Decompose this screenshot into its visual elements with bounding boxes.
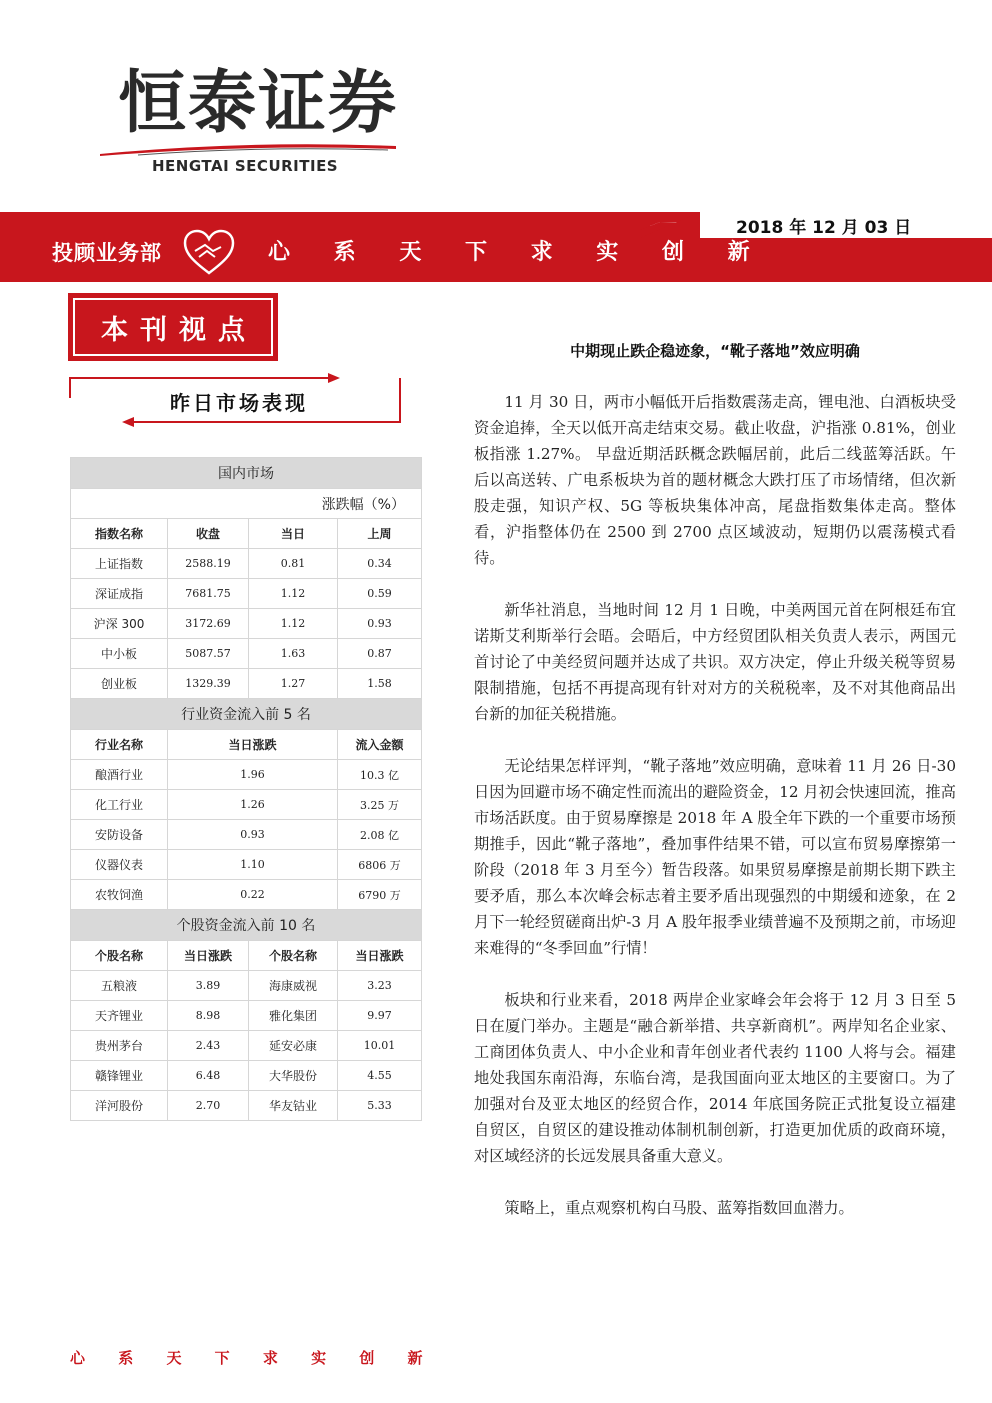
industry-inflow: 6790 万 — [338, 880, 422, 910]
table-row — [71, 820, 422, 850]
index-close: 1329.39 — [168, 669, 249, 699]
stock-change: 3.23 — [338, 971, 422, 1001]
table-row — [71, 760, 422, 790]
stock-change: 6.48 — [168, 1061, 249, 1091]
market-section-title: 昨日市场表现 — [170, 391, 308, 415]
index-close: 2588.19 — [168, 549, 249, 579]
stock-name: 五粮液 — [71, 971, 168, 1001]
table-row — [71, 609, 422, 639]
article-paragraph: 策略上，重点观察机构白马股、蓝筹指数回血潜力。 — [504, 1199, 854, 1217]
industry-inflow: 10.3 亿 — [338, 760, 422, 790]
change-unit-label: 涨跌幅（%） — [71, 489, 422, 519]
table-row — [71, 1091, 422, 1121]
table-header-cell: 上周 — [338, 519, 422, 549]
header-slogan: 心 系 天 下 求 实 创 新 — [268, 240, 759, 265]
index-close: 7681.75 — [168, 579, 249, 609]
table-header-cell: 行业名称 — [71, 730, 168, 760]
stock-name: 洋河股份 — [71, 1091, 168, 1121]
department-name: 投顾业务部 — [52, 241, 162, 265]
table-header-cell: 流入金额 — [338, 730, 422, 760]
industry-inflow: 3.25 万 — [338, 790, 422, 820]
company-logo-text: 恒泰证券 — [118, 64, 399, 143]
index-name: 创业板 — [71, 669, 168, 699]
table-header-cell: 收盘 — [168, 519, 249, 549]
industry-name: 化工行业 — [71, 790, 168, 820]
table-row — [71, 850, 422, 880]
index-day-change: 1.27 — [249, 669, 338, 699]
industry-inflow: 6806 万 — [338, 850, 422, 880]
stock-name: 华友钴业 — [249, 1091, 338, 1121]
table-row — [71, 971, 422, 1001]
industry-change: 0.93 — [168, 820, 338, 850]
index-close: 3172.69 — [168, 609, 249, 639]
index-name: 沪深 300 — [71, 609, 168, 639]
article-body — [474, 389, 956, 1247]
stock-name: 雅化集团 — [249, 1001, 338, 1031]
table-row — [71, 1001, 422, 1031]
stock-name: 海康威视 — [249, 971, 338, 1001]
stock-change: 4.55 — [338, 1061, 422, 1091]
table-header-cell: 当日涨跌 — [168, 730, 338, 760]
stock-change: 5.33 — [338, 1091, 422, 1121]
article-paragraph: 11 月 30 日，两市小幅低开后指数震荡走高，锂电池、白酒板块受资金追捧，全天以低开高走结束交易。截止收盘，沪指涨 0.81%，创业板指涨 1.27%。 早盘近期活跃概念跌幅居前，此后二线蓝筹活跃。午后以高送转、广电系板块为首的题材概念大跌打压了市场情绪，但次新股走强，知识产权、5G 等板块集体冲高，尾盘指数集体走高。整体看，沪指整体仍在 2500 到 2700 点区域波动，短期仍以震荡模式看待。 — [474, 393, 956, 567]
view-section-label — [68, 293, 278, 361]
industry-change: 0.22 — [168, 880, 338, 910]
table-header-cell: 当日 — [249, 519, 338, 549]
index-name: 上证指数 — [71, 549, 168, 579]
stock-change: 3.89 — [168, 971, 249, 1001]
table-header-row — [71, 941, 422, 971]
table-row — [71, 1061, 422, 1091]
industry-change: 1.96 — [168, 760, 338, 790]
table-row — [71, 790, 422, 820]
table-row — [71, 639, 422, 669]
heart-handshake-icon — [183, 229, 235, 277]
article-title: 中期现止跌企稳迹象，“靴子落地”效应明确 — [570, 342, 860, 360]
stock-name: 延安必康 — [249, 1031, 338, 1061]
table-row — [71, 1031, 422, 1061]
article-paragraph: 无论结果怎样评判，“靴子落地”效应明确，意味着 11 月 26 日-30 日因为回避市场不确定性而流出的避险资金，12 月初会快速回流，推高市场活跃度。由于贸易摩擦是 2018 年 A 股全年下跌的一个重要市场预期推手，因此“靴子落地”，叠加事件结果不错，可以宣布贸易摩擦第一阶段（2018 年 3 月至今）暂告段落。如果贸易摩擦是前期长期下跌主要矛盾，那么本次峰会标志着主要矛盾出现强烈的中期缓和迹象，在 2 月下一轮经贸磋商出炉-3 月 A 股年报季业绩普遍不及预期之前，市场迎来难得的“冬季回血”行情！ — [474, 757, 956, 957]
article-paragraph: 新华社消息，当地时间 12 月 1 日晚，中美两国元首在阿根廷布宜诺斯艾利斯举行会晤。会晤后，中方经贸团队相关负责人表示，两国元首讨论了中美经贸问题并达成了共识。双方决定，停止升级关税等贸易限制措施，包括不再提高现有针对对方的关税税率，及不对其他商品出台新的加征关税措施。 — [474, 601, 956, 723]
table-header-row — [71, 519, 422, 549]
stock-name: 贵州茅台 — [71, 1031, 168, 1061]
table-row — [71, 880, 422, 910]
table-row — [71, 579, 422, 609]
footer-slogan: 心 系 天 下 求 实 创 新 — [70, 1349, 427, 1367]
stock-change: 8.98 — [168, 1001, 249, 1031]
table-header-cell: 个股名称 — [249, 941, 338, 971]
report-date: 2018 年 12 月 03 日 — [736, 218, 912, 238]
stock-name: 天齐锂业 — [71, 1001, 168, 1031]
index-week-change: 0.87 — [338, 639, 422, 669]
index-close: 5087.57 — [168, 639, 249, 669]
index-week-change: 0.59 — [338, 579, 422, 609]
table-header-cell: 指数名称 — [71, 519, 168, 549]
index-name: 深证成指 — [71, 579, 168, 609]
index-day-change: 1.63 — [249, 639, 338, 669]
stock-change: 9.97 — [338, 1001, 422, 1031]
industry-name: 安防设备 — [71, 820, 168, 850]
table-header-cell: 当日涨跌 — [168, 941, 249, 971]
industry-name: 农牧饲渔 — [71, 880, 168, 910]
industry-change: 1.26 — [168, 790, 338, 820]
stock-change: 2.70 — [168, 1091, 249, 1121]
index-week-change: 0.34 — [338, 549, 422, 579]
index-day-change: 0.81 — [249, 549, 338, 579]
table-header-row — [71, 730, 422, 760]
stock-change: 10.01 — [338, 1031, 422, 1061]
industry-inflow-title: 行业资金流入前 5 名 — [71, 699, 422, 730]
company-logo-english: HENGTAI SECURITIES — [152, 157, 339, 175]
industry-change: 1.10 — [168, 850, 338, 880]
index-week-change: 0.93 — [338, 609, 422, 639]
stock-name: 赣锋锂业 — [71, 1061, 168, 1091]
table-header-cell: 当日涨跌 — [338, 941, 422, 971]
industry-name: 酿酒行业 — [71, 760, 168, 790]
index-day-change: 1.12 — [249, 579, 338, 609]
table-row — [71, 549, 422, 579]
stock-change: 2.43 — [168, 1031, 249, 1061]
view-section-text: 本刊视点 — [101, 314, 257, 346]
index-day-change: 1.12 — [249, 609, 338, 639]
domestic-market-title: 国内市场 — [71, 458, 422, 489]
table-row — [71, 669, 422, 699]
article-paragraph: 板块和行业来看，2018 两岸企业家峰会年会将于 12 月 3 日至 5 日在厦门举办。主题是“融合新举措、共享新商机”。两岸知名企业家、工商团体负责人、中小企业和青年创业者代表约 1100 人将与会。福建地处我国东南沿海，东临台湾，是我国面向亚太地区的主要窗口。为了加强对台及亚太地区的经贸合作，2014 年底国务院正式批复设立福建自贸区，自贸区的建设推动体制机制创新，打造更加优质的政商环境，对区域经济的长远发展具备重大意义。 — [474, 991, 956, 1165]
table-header-cell: 个股名称 — [71, 941, 168, 971]
index-name: 中小板 — [71, 639, 168, 669]
stock-inflow-title: 个股资金流入前 10 名 — [71, 910, 422, 941]
industry-inflow: 2.08 亿 — [338, 820, 422, 850]
stock-name: 大华股份 — [249, 1061, 338, 1091]
industry-name: 仪器仪表 — [71, 850, 168, 880]
market-table — [70, 457, 422, 1121]
index-week-change: 1.58 — [338, 669, 422, 699]
